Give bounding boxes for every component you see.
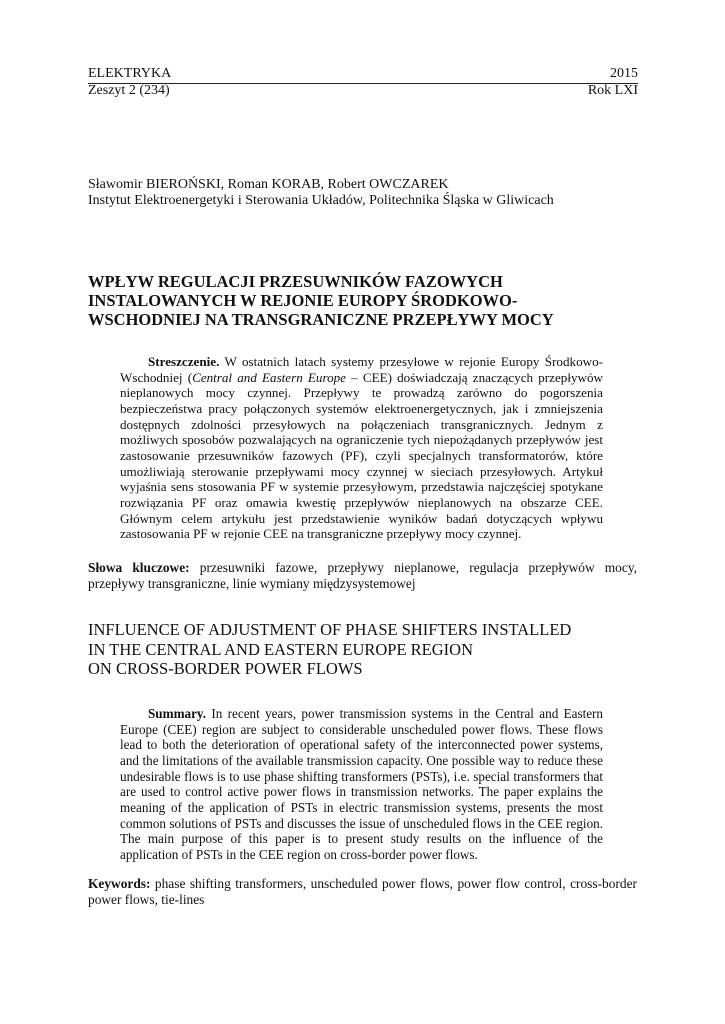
title-english-line1: INFLUENCE OF ADJUSTMENT OF PHASE SHIFTERS INSTALLED [88, 620, 572, 639]
keywords-english-text: phase shifting transformers, unscheduled power flows, power flow control, cross-border power flows, tie-lines [88, 876, 637, 907]
keywords-english [88, 876, 637, 908]
title-polish-line2: INSTALOWANYCH W REJONIE EUROPY ŚRODKOWO- [88, 291, 518, 310]
title-polish-line3: WSCHODNIEJ NA TRANSGRANICZNE PRZEPŁYWY MOCY [88, 310, 554, 329]
title-polish [88, 272, 648, 329]
abstract-english [120, 706, 603, 863]
keywords-polish-text: przesuwniki fazowe, przepływy nieplanowe, regulacja przepływów mocy, przepływy transgraniczne, linie wymiany międzysystemowej [88, 560, 637, 591]
abstract-polish-text-1: W ostatnich latach systemy przesyłowe w rejonie Europy Środkowo-Wschodniej ( [120, 354, 603, 385]
keywords-polish [88, 560, 637, 592]
abstract-polish-text-2: – CEE) doświadczają znaczących przepływów nieplanowych mocy czynnej. Przepływy te prowadzą zarówno do pogorszenia bezpieczeństwa pracy połączonych systemów elektroenergetycznych, jak i zmniejszenia dostępnych zdolności przesyłowych na połączeniach transgranicznych. Jednym z możliwych sposobów pozwalających na ograniczenie tych niepożądanych przepływów jest zastosowanie przesuwników fazowych (PF), czyli specjalnych transformatorów, które umożliwiają sterowanie przepływami mocy czynnej w sieciach przesyłowych. Artykuł wyjaśnia sens stosowania PF w systemie przesyłowym, przedstawia najczęściej spotykane rozwiązania PF oraz omawia kwestię przepływów nieplanowych na obszarze CEE. Głównym celem artykułu jest przedstawienie wyników badań dotyczących wpływu zastosowania PF w rejonie CEE na transgraniczne przepływy mocy czynnej. [120, 369, 603, 542]
abstract-english-text: In recent years, power transmission systems in the Central and Eastern Europe (CEE) region are subject to considerable unscheduled power flows. These flows lead to both the deterioration of operational safety of the interconnected power systems, and the limitations of the available transmission capacity. One possible way to reduce these undesirable flows is to use phase shifting transformers (PSTs), i.e. special transformers that are used to control active power flows in transmission networks. The paper explains the meaning of the application of PSTs in electric transmission systems, presents the most common solutions of PSTs and discusses the issue of unscheduled flows in the CEE region. The main purpose of this paper is to present study results on the influence of the application of PSTs in the CEE region on cross-border power flows. [120, 706, 603, 862]
abstract-polish [120, 354, 603, 542]
abstract-polish-label: Streszczenie. [148, 354, 220, 369]
issue-number: Zeszyt 2 (234) [88, 83, 170, 98]
journal-header [88, 66, 638, 84]
title-english [88, 620, 648, 679]
author-names: Sławomir BIEROŃSKI, Roman KORAB, Robert OWCZAREK [88, 177, 449, 192]
keywords-polish-label: Słowa kluczowe: [88, 560, 190, 575]
abstract-polish-italic: Central and Eastern Europe [192, 369, 346, 385]
author-block [88, 177, 648, 209]
title-english-line3: ON CROSS-BORDER POWER FLOWS [88, 659, 363, 678]
title-polish-line1: WPŁYW REGULACJI PRZESUWNIKÓW FAZOWYCH [88, 272, 503, 291]
author-affiliation: Instytut Elektroenergetyki i Sterowania Układów, Politechnika Śląska w Gliwicach [88, 193, 554, 208]
keywords-english-label: Keywords: [88, 876, 151, 891]
journal-volume: Rok LXI [587, 83, 638, 98]
title-english-line2: IN THE CENTRAL AND EASTERN EUROPE REGION [88, 639, 473, 659]
issue-header [88, 83, 638, 99]
abstract-english-label: Summary. [148, 706, 207, 721]
journal-name: ELEKTRYKA [88, 66, 172, 81]
journal-year: 2015 [610, 66, 638, 81]
